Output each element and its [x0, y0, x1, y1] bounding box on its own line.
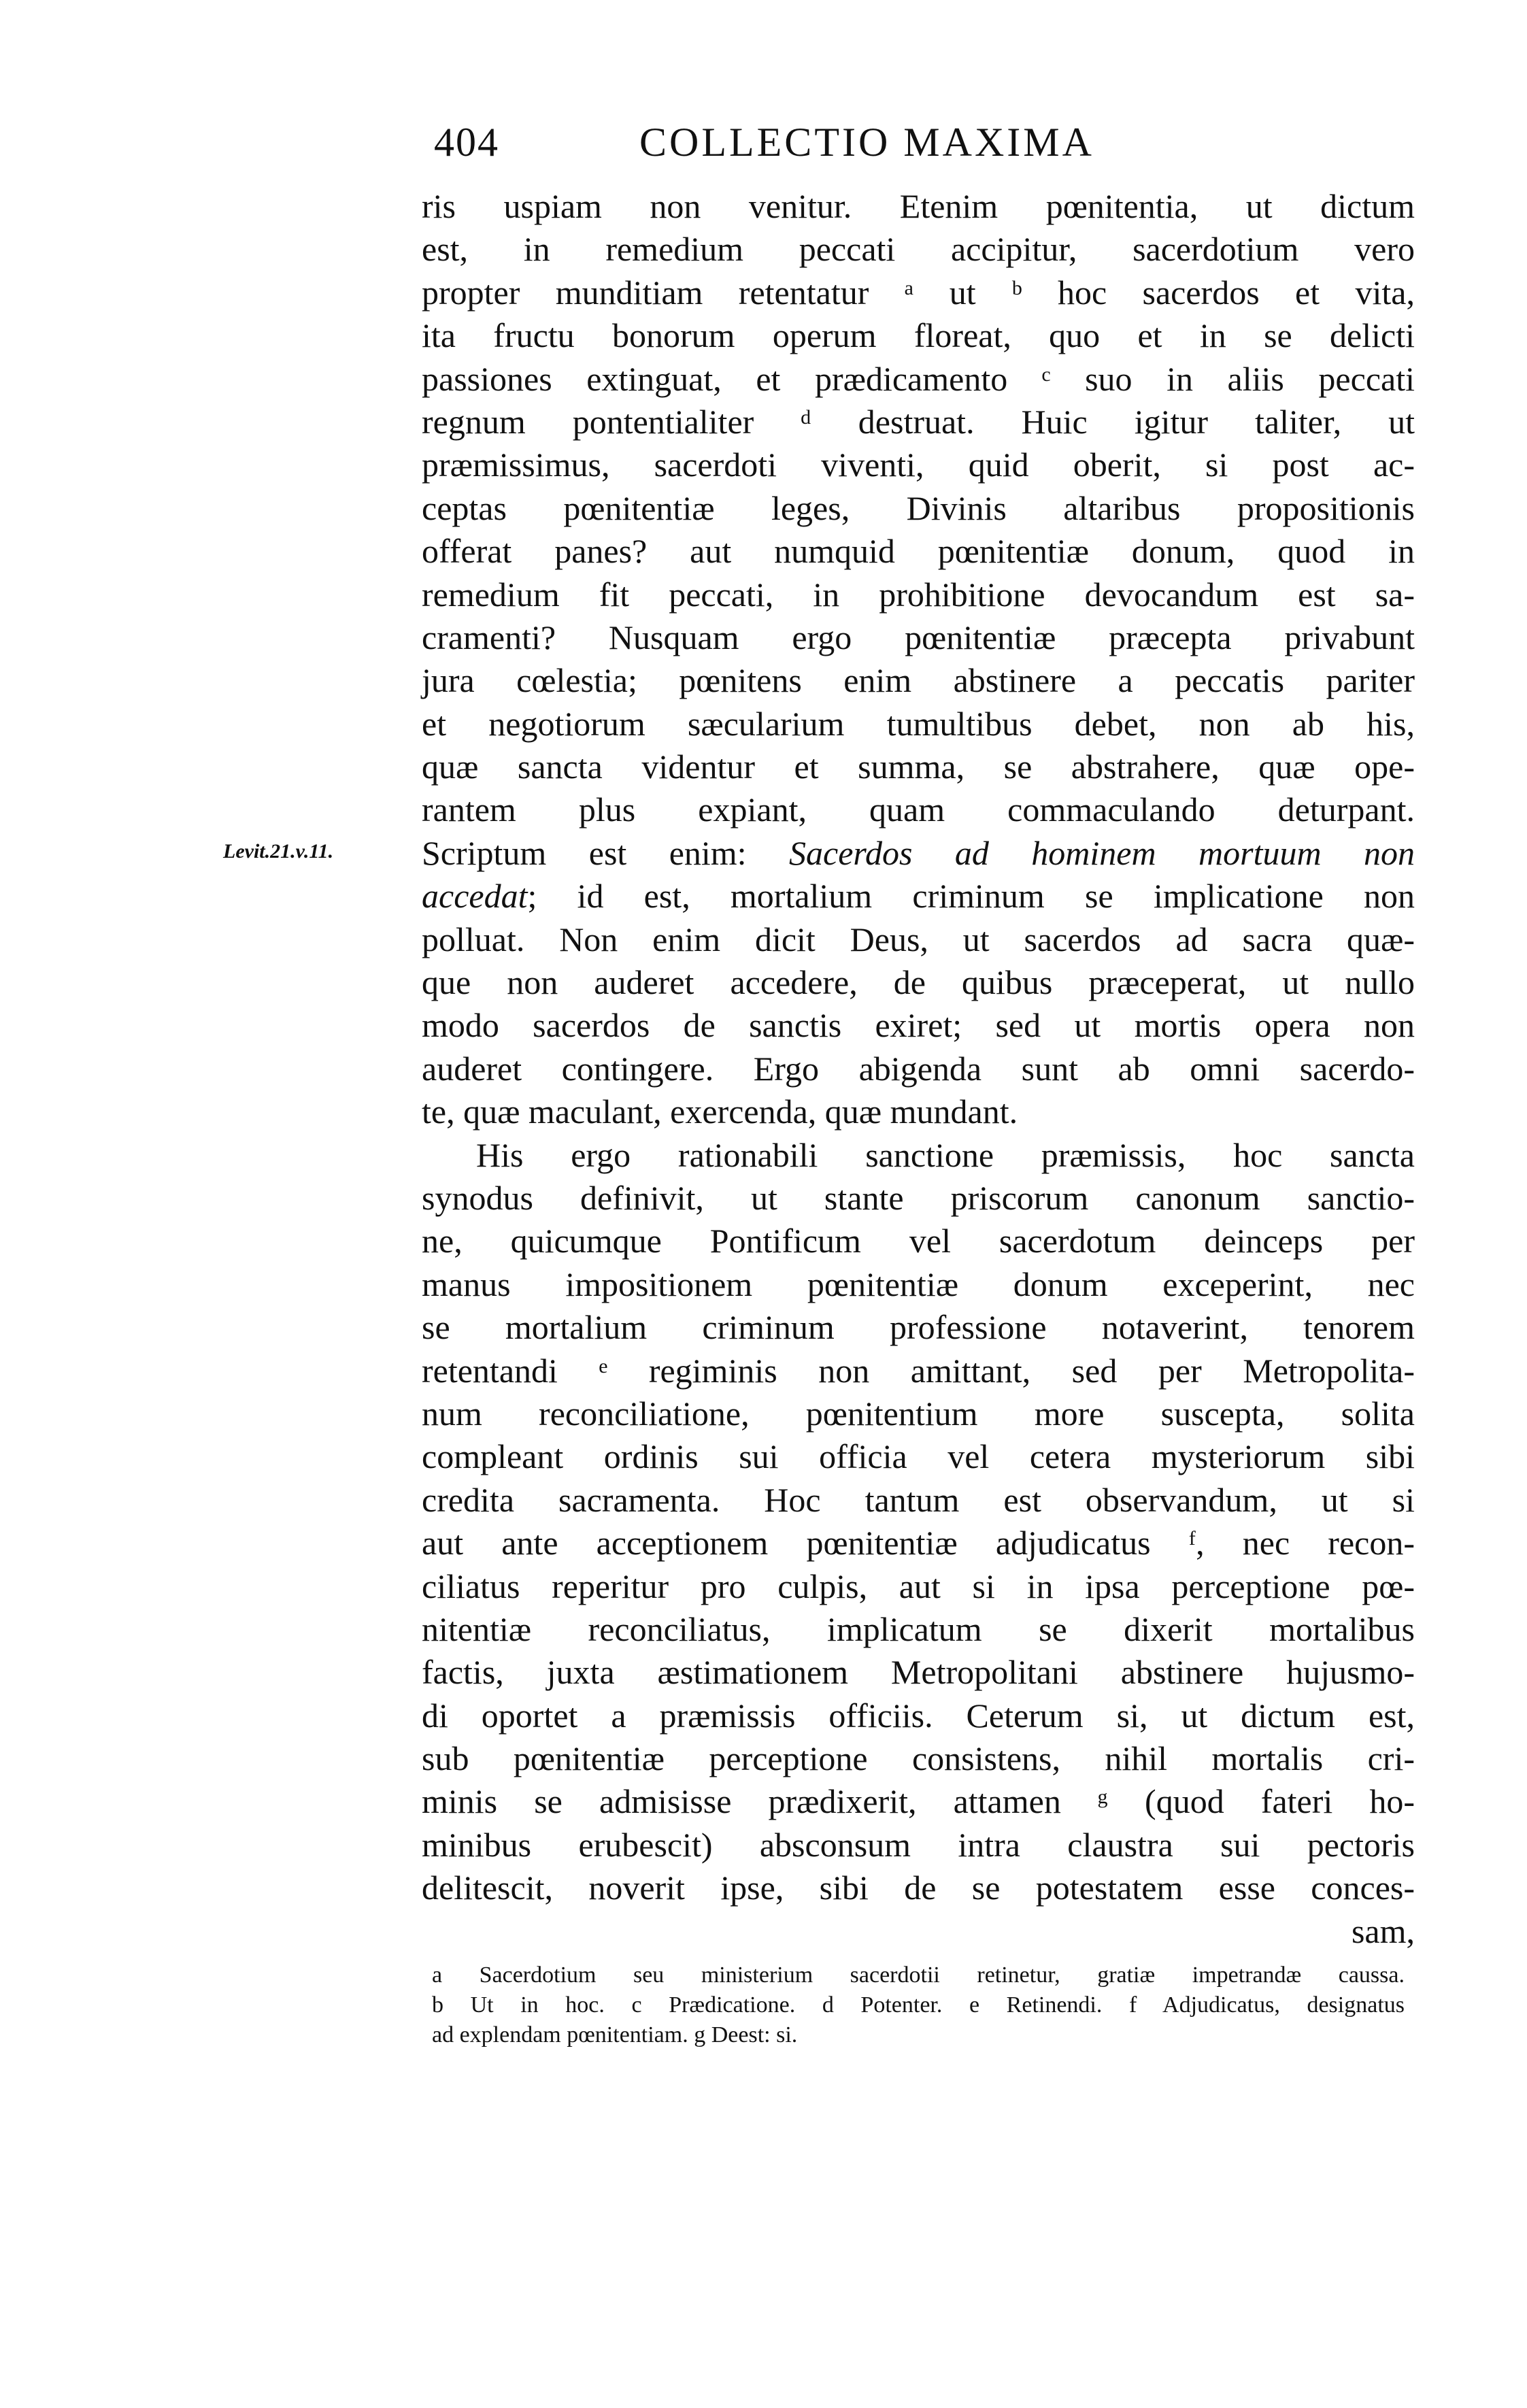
text-line: manus impositionem pœnitentiæ donum exceperint, nec [422, 1265, 1415, 1303]
footnote-line: a Sacerdotium seu ministerium sacerdotii retinetur, gratiæ impetrandæ caussa. [432, 1962, 1405, 1988]
text-line: est, in remedium peccati accipitur, sacerdotium vero [422, 230, 1415, 269]
text-line: cramenti? Nusquam ergo pœnitentiæ præcepta privabunt [422, 618, 1415, 656]
text-line: propter munditiam retentatur ᵃ ut ᵇ hoc sacerdos et vita, [422, 273, 1415, 312]
text-line: minis se admisisse prædixerit, attamen ᵍ (quod fateri ho- [422, 1782, 1415, 1821]
text-line: synodus definivit, ut stante priscorum canonum sanctio- [422, 1178, 1415, 1217]
text-line: sub pœnitentiæ perceptione consistens, nihil mortalis cri- [422, 1739, 1415, 1778]
text-line: te, quæ maculant, exercenda, quæ mundant. [422, 1092, 1018, 1131]
text-line: factis, juxta æstimationem Metropolitani abstinere hujusmo- [422, 1653, 1415, 1692]
text-line: polluat. Non enim dicit Deus, ut sacerdos ad sacra quæ- [422, 920, 1415, 958]
text-line: minibus erubescit) absconsum intra claustra sui pectoris [422, 1825, 1415, 1864]
paragraph-start: His ergo rationabili sanctione præmissis, hoc sancta [476, 1135, 1415, 1174]
footnotes [432, 1960, 1405, 2050]
scripture-continuation: ; id est, mortalium criminum se implicatione non [527, 877, 1415, 916]
text-line: passiones extinguat, et prædicamento ᶜ suo in aliis peccati [422, 359, 1415, 398]
scripture-line [422, 875, 1415, 918]
text-line: regnum pontentialiter ᵈ destruat. Huic igitur taliter, ut [422, 402, 1415, 441]
text-line: se mortalium criminum professione notaverint, tenorem [422, 1308, 1415, 1347]
text-line: præmissimus, sacerdoti viventi, quid oberit, si post ac- [422, 446, 1415, 484]
text-line: offerat panes? aut numquid pœnitentiæ donum, quod in [422, 532, 1415, 571]
scripture-quote: Sacerdos ad hominem mortuum non [789, 833, 1415, 872]
text-line: remedium fit peccati, in prohibitione devocandum est sa- [422, 575, 1415, 614]
footnote-line: b Ut in hoc. c Prædicatione. d Potenter. e Retinendi. f Adjudicatus, designatus [432, 1992, 1405, 2018]
scripture-line [422, 832, 1415, 875]
text-line: que non auderet accedere, de quibus præceperat, ut nullo [422, 963, 1415, 1002]
text-line: ris uspiam non venitur. Etenim pœnitentia, ut dictum [422, 187, 1415, 225]
margin-note-citation: Levit.21.v.11. [223, 840, 334, 863]
text-line: modo sacerdos de sanctis exiret; sed ut mortis opera non [422, 1006, 1415, 1045]
page-number: 404 [434, 120, 499, 165]
text-line: ne, quicumque Pontificum vel sacerdotum deinceps per [422, 1222, 1415, 1260]
text-line: ita fructu bonorum operum floreat, quo et in se delicti [422, 316, 1415, 355]
running-title: COLLECTIO MAXIMA [639, 120, 1094, 165]
text-line: jura cœlestia; pœnitens enim abstinere a peccatis pariter [422, 661, 1415, 700]
text-line: aut ante acceptionem pœnitentiæ adjudicatus ᶠ, nec recon- [422, 1524, 1415, 1562]
page-header [422, 119, 1374, 173]
text-line: et negotiorum sæcularium tumultibus debet, non ab his, [422, 704, 1415, 743]
catchword: sam, [1351, 1911, 1415, 1950]
text-line: delitescit, noverit ipse, sibi de se potestatem esse conces- [422, 1869, 1415, 1907]
text-line: num reconciliatione, pœnitentium more suscepta, solita [422, 1394, 1415, 1433]
text-line: nitentiæ reconciliatus, implicatum se dixerit mortalibus [422, 1609, 1415, 1648]
text-line: auderet contingere. Ergo abigenda sunt ab omni sacerdo- [422, 1049, 1415, 1088]
text-line: di oportet a præmissis officiis. Ceterum si, ut dictum est, [422, 1696, 1415, 1735]
text-line: quæ sancta videntur et summa, se abstrahere, quæ ope- [422, 748, 1415, 786]
main-text [422, 185, 1415, 1953]
text-line: retentandi ᵉ regiminis non amittant, sed per Metropolita- [422, 1351, 1415, 1390]
text-line: credita sacramenta. Hoc tantum est observandum, ut si [422, 1480, 1415, 1519]
text-line: rantem plus expiant, quam commaculando deturpant. [422, 790, 1415, 829]
scripture-quote: accedat [422, 877, 528, 916]
scripture-lead: Scriptum est enim: [422, 833, 789, 872]
text-line: ciliatus reperitur pro culpis, aut si in ipsa perceptione pœ- [422, 1567, 1415, 1605]
text-line: compleant ordinis sui officia vel cetera mysteriorum sibi [422, 1437, 1415, 1476]
footnote-line: ad explendam pœnitentiam. g Deest: si. [432, 2022, 798, 2047]
text-line: ceptas pœnitentiæ leges, Divinis altaribus propositionis [422, 488, 1415, 527]
